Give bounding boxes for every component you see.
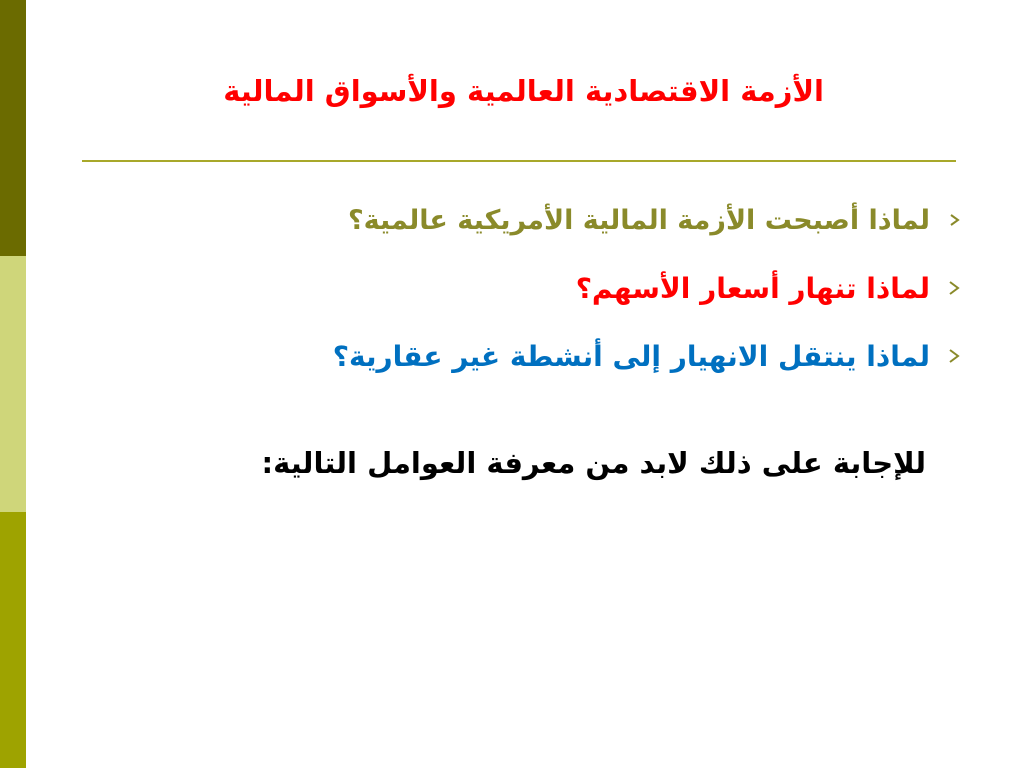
title-divider [82, 160, 956, 162]
bullet-item [202, 322, 962, 390]
bullet-text: لماذا تنهار أسعار الأسهم؟ [575, 271, 930, 305]
side-band-top [0, 0, 26, 256]
side-band-bottom [0, 512, 26, 768]
chevron-arrow-icon [944, 280, 962, 296]
bullet-text: لماذا أصبحت الأزمة المالية الأمريكية عالمية؟ [347, 204, 930, 236]
side-band-middle [0, 256, 26, 512]
chevron-arrow-icon [944, 348, 962, 364]
conclusion-text: للإجابة على ذلك لابد من معرفة العوامل التالية: [261, 446, 926, 480]
chevron-arrow-icon [944, 213, 962, 227]
bullet-item [202, 186, 962, 254]
bullet-list [202, 186, 962, 390]
bullet-text: لماذا ينتقل الانهيار إلى أنشطة غير عقارية؟ [332, 339, 930, 373]
bullet-item [202, 254, 962, 322]
slide-title: الأزمة الاقتصادية العالمية والأسواق المالية [223, 74, 824, 108]
